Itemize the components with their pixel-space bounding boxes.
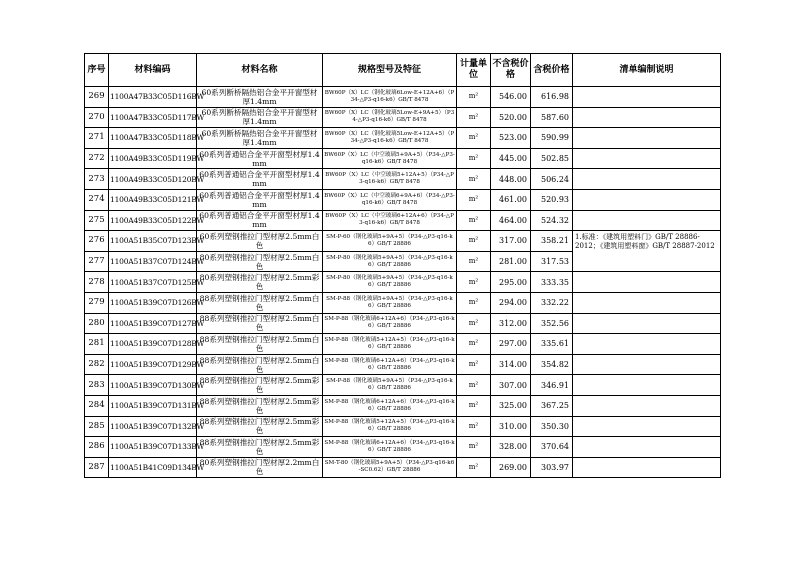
row-material-name: 60系列普通铝合金平开窗型材厚1.4mm [197, 169, 323, 190]
row-material-code: 1100A51B39C07D126BW [109, 292, 197, 313]
row-spec: BW60P（X）LC（钢化玻璃5Low-E+12A+5）（P34-△P3-q16-k6）GB/T 8478 [323, 128, 457, 149]
table-row [85, 416, 721, 437]
table-row [85, 313, 721, 334]
row-unit: m² [457, 437, 491, 458]
row-spec: SM-T-80（钢化玻璃5+9A+5）（P34-△P3-q16-k6-SC0.62）GB/T 28886 [323, 457, 457, 478]
row-price-inc-tax: 590.99 [531, 128, 573, 149]
note-cell-empty [573, 107, 721, 128]
table-header-row [85, 54, 721, 87]
row-material-code: 1100A49B33C05D121BW [109, 189, 197, 210]
row-seq: 273 [85, 169, 109, 190]
table-row [85, 148, 721, 169]
row-price-ex-tax: 464.00 [491, 210, 531, 231]
row-price-inc-tax: 335.61 [531, 334, 573, 355]
note-cell-empty [573, 437, 721, 458]
row-price-inc-tax: 333.35 [531, 272, 573, 293]
row-seq: 270 [85, 107, 109, 128]
row-unit: m² [457, 169, 491, 190]
table-row [85, 231, 721, 252]
row-material-code: 1100A47B33C05D118BW [109, 128, 197, 149]
row-seq: 275 [85, 210, 109, 231]
row-unit: m² [457, 107, 491, 128]
note-cell-empty [573, 395, 721, 416]
row-seq: 277 [85, 251, 109, 272]
row-material-name: 88系列塑钢推拉门型材厚2.5mm白色 [197, 334, 323, 355]
row-seq: 274 [85, 189, 109, 210]
row-seq: 287 [85, 457, 109, 478]
note-cell-empty [573, 128, 721, 149]
table-row [85, 272, 721, 293]
header-seq: 序号 [85, 54, 109, 87]
row-price-ex-tax: 328.00 [491, 437, 531, 458]
row-material-name: 88系列塑钢推拉门型材厚2.5mm白色 [197, 292, 323, 313]
row-material-name: 88系列塑钢推拉门型材厚2.5mm彩色 [197, 395, 323, 416]
row-unit: m² [457, 457, 491, 478]
row-unit: m² [457, 375, 491, 396]
row-material-name: 60系列断桥隔热铝合金平开窗型材厚1.4mm [197, 107, 323, 128]
row-seq: 284 [85, 395, 109, 416]
row-spec: SM-P-88（钢化玻璃5+9A+5）（P34-△P3-q16-k6）GB/T 28886 [323, 375, 457, 396]
note-cell-empty [573, 416, 721, 437]
row-material-name: 60系列断桥隔热铝合金平开窗型材厚1.4mm [197, 128, 323, 149]
row-price-inc-tax: 502.85 [531, 148, 573, 169]
row-spec: SM-P-80（钢化玻璃5+9A+5）（P34-△P3-q16-k6）GB/T 28886 [323, 251, 457, 272]
row-spec: SM-P-88（钢化玻璃5+9A+5）（P34-△P3-q16-k6）GB/T 28886 [323, 292, 457, 313]
row-spec: SM-P-60（钢化玻璃5+9A+5）（P34-△P3-q16-k6）GB/T 28886 [323, 231, 457, 252]
row-material-code: 1100A47B33C05D117BW [109, 107, 197, 128]
header-code: 材料编码 [109, 54, 197, 87]
note-cell-empty [573, 313, 721, 334]
row-seq: 279 [85, 292, 109, 313]
row-unit: m² [457, 416, 491, 437]
row-unit: m² [457, 272, 491, 293]
table-row [85, 292, 721, 313]
row-material-name: 88系列塑钢推拉门型材厚2.5mm白色 [197, 354, 323, 375]
row-unit: m² [457, 87, 491, 108]
row-material-code: 1100A49B33C05D120BW [109, 169, 197, 190]
row-material-code: 1100A51B41C09D134BW [109, 457, 197, 478]
note-cell-empty [573, 354, 721, 375]
row-unit: m² [457, 210, 491, 231]
table-row [85, 354, 721, 375]
row-material-name: 60系列普通铝合金平开窗型材厚1.4mm [197, 148, 323, 169]
row-spec: BW60P（X）LC（钢化玻璃5Low-E+9A+5）（P34-△P3-q16-k6）GB/T 8478 [323, 107, 457, 128]
row-price-inc-tax: 332.22 [531, 292, 573, 313]
note-cell-empty [573, 334, 721, 355]
row-unit: m² [457, 292, 491, 313]
row-price-ex-tax: 269.00 [491, 457, 531, 478]
header-price-inc: 含税价格 [531, 54, 573, 87]
row-material-name: 60系列普通铝合金平开窗型材厚1.4mm [197, 210, 323, 231]
row-price-ex-tax: 297.00 [491, 334, 531, 355]
row-seq: 282 [85, 354, 109, 375]
row-material-name: 88系列塑钢推拉门型材厚2.5mm彩色 [197, 437, 323, 458]
row-material-name: 60系列断桥隔热铝合金平开窗型材厚1.4mm [197, 87, 323, 108]
row-price-ex-tax: 546.00 [491, 87, 531, 108]
table-row [85, 334, 721, 355]
row-spec: SM-P-88（钢化玻璃6+12A+6）（P34-△P3-q16-k6）GB/T 28886 [323, 313, 457, 334]
row-material-code: 1100A51B39C07D127BW [109, 313, 197, 334]
row-seq: 271 [85, 128, 109, 149]
header-price-ex: 不含税价 格 [491, 54, 531, 87]
row-price-inc-tax: 350.30 [531, 416, 573, 437]
table-row [85, 375, 721, 396]
row-price-ex-tax: 445.00 [491, 148, 531, 169]
row-price-inc-tax: 317.53 [531, 251, 573, 272]
row-spec: SM-P-88（钢化玻璃5+12A+5）（P34-△P3-q16-k6）GB/T 28886 [323, 334, 457, 355]
row-seq: 276 [85, 231, 109, 252]
row-material-code: 1100A51B35C07D123BW [109, 231, 197, 252]
row-seq: 281 [85, 334, 109, 355]
row-price-inc-tax: 358.21 [531, 231, 573, 252]
row-spec: BW60P（X）LC（钢化玻璃6Low-E+12A+6）（P34-△P3-q16-k6）GB/T 8478 [323, 87, 457, 108]
row-price-inc-tax: 352.56 [531, 313, 573, 334]
table-body [85, 87, 721, 478]
row-material-code: 1100A51B39C07D132BW [109, 416, 197, 437]
row-price-inc-tax: 520.93 [531, 189, 573, 210]
header-name: 材料名称 [197, 54, 323, 87]
row-seq: 269 [85, 87, 109, 108]
row-unit: m² [457, 189, 491, 210]
table-row [85, 87, 721, 108]
row-material-name: 80系列塑钢推拉门型材厚2.5mm彩色 [197, 272, 323, 293]
note-cell: 1.标准：《建筑用塑料门》GB/T 28886-2012；《建筑用塑料窗》GB/T 28887-2012 [573, 231, 721, 272]
row-price-ex-tax: 317.00 [491, 231, 531, 252]
header-unit: 计量单位 [457, 54, 491, 87]
row-seq: 280 [85, 313, 109, 334]
row-seq: 272 [85, 148, 109, 169]
row-material-code: 1100A51B37C07D124BW [109, 251, 197, 272]
row-spec: SM-P-88（钢化玻璃5+12A+5）（P34-△P3-q16-k6）GB/T 28886 [323, 416, 457, 437]
row-spec: BW60P（X）LC（中空玻璃6+9A+6）（P34-△P3-q16-k6）GB/T 8478 [323, 189, 457, 210]
header-spec: 规格型号及特征 [323, 54, 457, 87]
row-material-code: 1100A49B33C05D119BW [109, 148, 197, 169]
note-cell-empty [573, 292, 721, 313]
row-spec: BW60P（X）LC（中空玻璃5+12A+5）（P34-△P3-q16-k6）GB/T 8478 [323, 169, 457, 190]
row-price-inc-tax: 506.24 [531, 169, 573, 190]
row-price-ex-tax: 523.00 [491, 128, 531, 149]
row-material-name: 60系列塑钢推拉门型材厚2.5mm白色 [197, 231, 323, 252]
table-row [85, 437, 721, 458]
note-cell-empty [573, 87, 721, 108]
row-material-code: 1100A51B39C07D130BW [109, 375, 197, 396]
note-cell-empty [573, 375, 721, 396]
row-price-ex-tax: 520.00 [491, 107, 531, 128]
note-cell-empty [573, 210, 721, 231]
row-unit: m² [457, 313, 491, 334]
row-price-ex-tax: 448.00 [491, 169, 531, 190]
row-spec: SM-P-88（钢化玻璃6+12A+6）（P34-△P3-q16-k6）GB/T 28886 [323, 354, 457, 375]
row-price-ex-tax: 281.00 [491, 251, 531, 272]
row-seq: 283 [85, 375, 109, 396]
row-spec: BW60P（X）LC（中空玻璃6+12A+6）（P34-△P3-q16-k6）GB/T 8478 [323, 210, 457, 231]
row-price-ex-tax: 312.00 [491, 313, 531, 334]
note-cell-empty [573, 457, 721, 478]
note-cell-empty [573, 148, 721, 169]
row-price-inc-tax: 346.91 [531, 375, 573, 396]
table-row [85, 457, 721, 478]
row-unit: m² [457, 334, 491, 355]
note-cell-empty [573, 169, 721, 190]
row-material-code: 1100A49B33C05D122BW [109, 210, 197, 231]
table-row [85, 189, 721, 210]
row-material-code: 1100A51B39C07D133BW [109, 437, 197, 458]
row-price-ex-tax: 295.00 [491, 272, 531, 293]
row-material-name: 80系列塑钢推拉门型材厚2.5mm白色 [197, 251, 323, 272]
row-seq: 285 [85, 416, 109, 437]
row-spec: BW60P（X）LC（中空玻璃5+9A+5）（P34-△P3-q16-k6）GB/T 8478 [323, 148, 457, 169]
row-material-name: 60系列普通铝合金平开窗型材厚1.4mm [197, 189, 323, 210]
row-unit: m² [457, 251, 491, 272]
row-price-inc-tax: 367.25 [531, 395, 573, 416]
table-row [85, 107, 721, 128]
row-material-name: 88系列塑钢推拉门型材厚2.5mm彩色 [197, 375, 323, 396]
row-price-inc-tax: 354.82 [531, 354, 573, 375]
row-spec: SM-P-88（钢化玻璃6+12A+6）（P34-△P3-q16-k6）GB/T 28886 [323, 395, 457, 416]
row-unit: m² [457, 128, 491, 149]
table-row [85, 395, 721, 416]
note-cell-empty [573, 189, 721, 210]
note-cell-empty [573, 272, 721, 293]
row-price-inc-tax: 303.97 [531, 457, 573, 478]
row-price-inc-tax: 587.60 [531, 107, 573, 128]
row-seq: 286 [85, 437, 109, 458]
row-material-name: 88系列塑钢推拉门型材厚2.5mm白色 [197, 313, 323, 334]
row-price-ex-tax: 314.00 [491, 354, 531, 375]
table-row [85, 128, 721, 149]
row-price-ex-tax: 461.00 [491, 189, 531, 210]
row-unit: m² [457, 354, 491, 375]
row-material-code: 1100A51B37C07D125BW [109, 272, 197, 293]
row-seq: 278 [85, 272, 109, 293]
header-note: 清单编制说明 [573, 54, 721, 87]
materials-price-table [84, 53, 721, 478]
row-price-ex-tax: 307.00 [491, 375, 531, 396]
table-row [85, 169, 721, 190]
row-material-code: 1100A51B39C07D128BW [109, 334, 197, 355]
row-spec: SM-P-80（钢化玻璃5+9A+5）（P34-△P3-q16-k6）GB/T 28886 [323, 272, 457, 293]
row-material-code: 1100A51B39C07D129BW [109, 354, 197, 375]
table-row [85, 210, 721, 231]
row-material-name: 80系列塑钢推拉门型材厚2.2mm白色 [197, 457, 323, 478]
row-material-name: 88系列塑钢推拉门型材厚2.5mm彩色 [197, 416, 323, 437]
row-price-ex-tax: 310.00 [491, 416, 531, 437]
row-price-inc-tax: 524.32 [531, 210, 573, 231]
row-price-inc-tax: 616.98 [531, 87, 573, 108]
row-material-code: 1100A51B39C07D131BW [109, 395, 197, 416]
row-price-ex-tax: 325.00 [491, 395, 531, 416]
row-price-inc-tax: 370.64 [531, 437, 573, 458]
row-price-ex-tax: 294.00 [491, 292, 531, 313]
row-material-code: 1100A47B33C05D116BW [109, 87, 197, 108]
row-unit: m² [457, 231, 491, 252]
row-unit: m² [457, 148, 491, 169]
row-unit: m² [457, 395, 491, 416]
row-spec: SM-P-88（钢化玻璃6+12A+6）（P34-△P3-q16-k6）GB/T 28886 [323, 437, 457, 458]
